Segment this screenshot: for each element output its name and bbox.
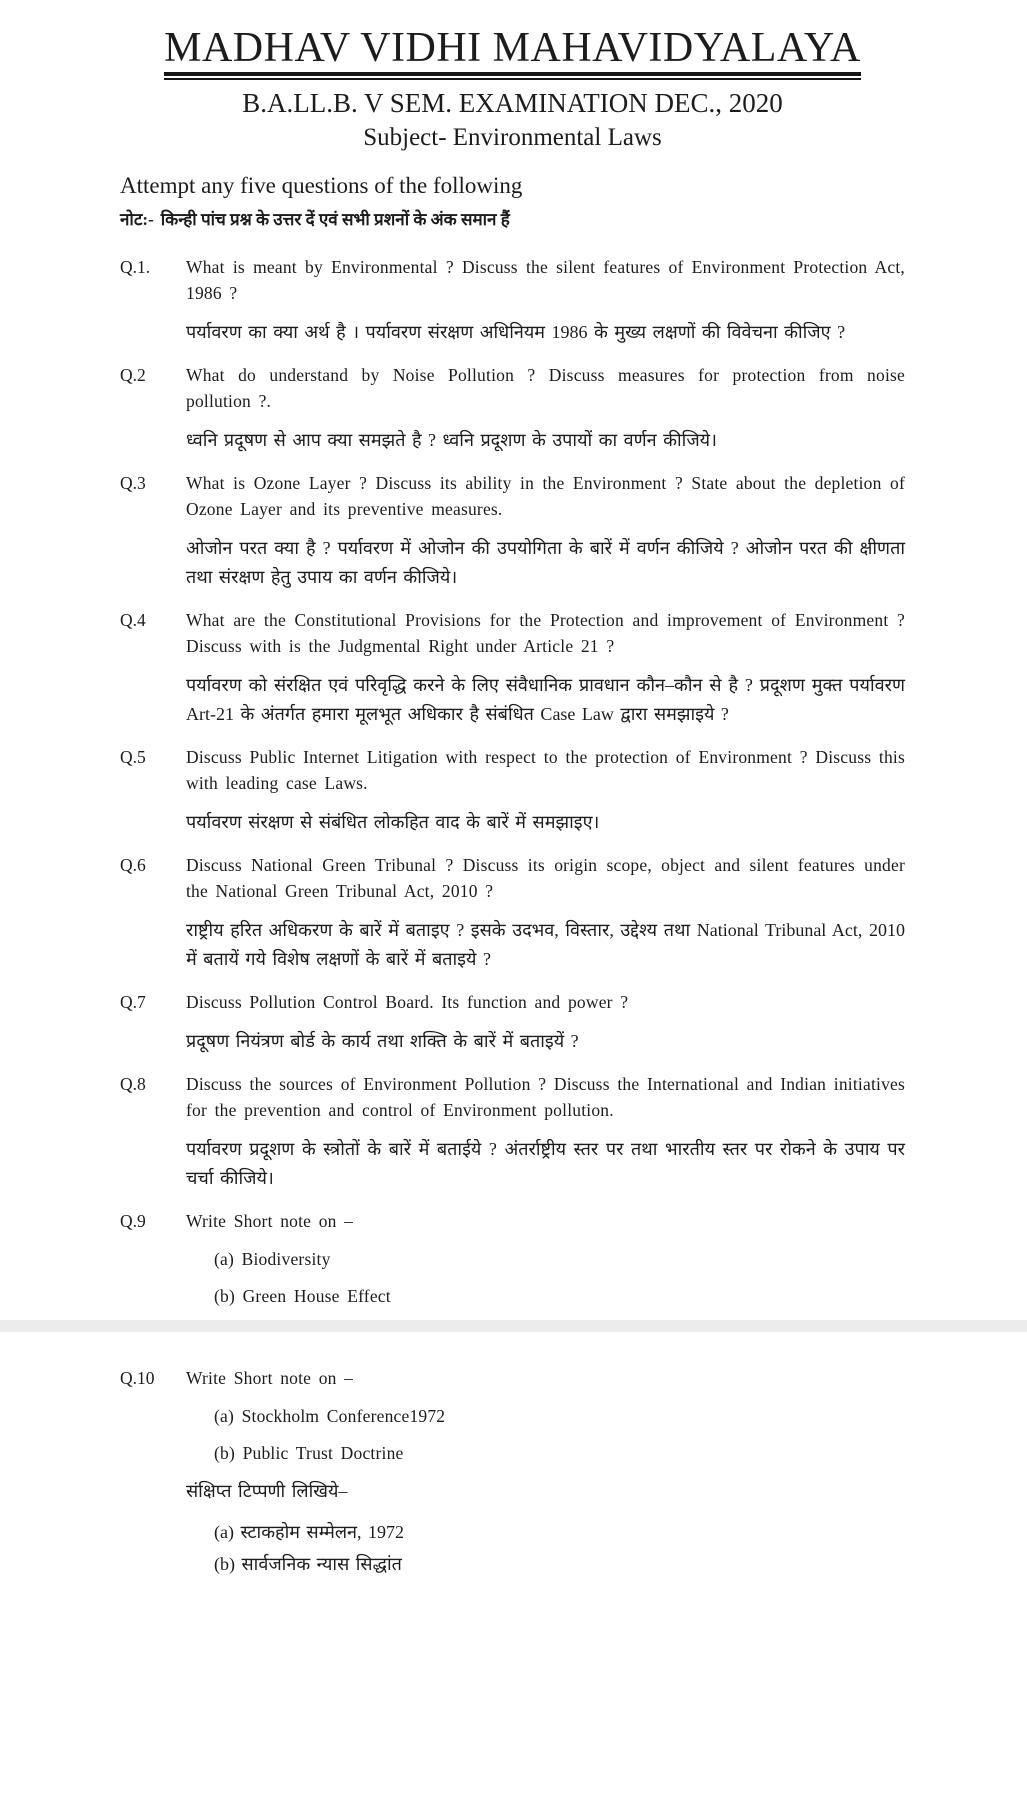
question-body bbox=[186, 744, 905, 837]
question-english: What do understand by Noise Pollution ? Discuss measures for protection from noise pollution ?. bbox=[186, 365, 905, 412]
question-body bbox=[186, 989, 905, 1056]
question-english: Discuss the sources of Environment Pollution ? Discuss the International and Indian initiatives for the prevention and control of Environment pollution. bbox=[186, 1074, 905, 1121]
question-body bbox=[186, 1365, 905, 1582]
question-3 bbox=[120, 470, 905, 592]
question-6 bbox=[120, 852, 905, 974]
question-2 bbox=[120, 362, 905, 455]
question-hindi: राष्ट्रीय हरित अधिकरण के बारें में बताइए ? इसके उदभव, विस्तार, उद्देश्य तथा National Tribunal Act, 2010 में बतायें गये विशेष लक्षणों के बारें में बताइये ? bbox=[186, 920, 905, 970]
college-title: MADHAV VIDHI MAHAVIDYALAYA bbox=[164, 26, 861, 76]
question-hindi: पर्यावरण को संरक्षित एवं परिवृद्धि करने के लिए संवैधानिक प्रावधान कौन–कौन से है ? प्रदूशण मुक्त पर्यावरण Art-21 के अंतर्गत हमारा मूलभूत अधिकार है संबंधित Case Law द्वारा समझाइये ? bbox=[186, 675, 905, 725]
question-number: Q.6 bbox=[120, 855, 146, 876]
question-4 bbox=[120, 607, 905, 729]
question-english: Write Short note on – bbox=[186, 1211, 354, 1232]
question-1 bbox=[120, 254, 905, 347]
title-double-underline bbox=[164, 26, 861, 80]
question-5 bbox=[120, 744, 905, 837]
question-number: Q.1. bbox=[120, 257, 151, 278]
question-english: What is meant by Environmental ? Discuss the silent features of Environment Protection Act, 1986 ? bbox=[186, 257, 905, 304]
note-instruction bbox=[120, 207, 905, 230]
question-hindi-item-b: (b) सार्वजनिक न्यास सिद्धांत bbox=[214, 1554, 402, 1574]
question-english-item-a: (a) Stockholm Conference1972 bbox=[214, 1406, 446, 1426]
question-hindi-item-a: (a) स्टाकहोम सम्मेलन, 1972 bbox=[214, 1522, 405, 1542]
attempt-instruction: Attempt any five questions of the following bbox=[120, 173, 523, 199]
question-hindi: संक्षिप्त टिप्पणी लिखिये– bbox=[186, 1481, 348, 1501]
question-hindi: प्रदूषण नियंत्रण बोर्ड के कार्य तथा शक्ति के बारें में बताइयें ? bbox=[186, 1031, 579, 1052]
subject-title: Subject- Environmental Laws bbox=[363, 123, 662, 151]
question-english-item-a: (a) Biodiversity bbox=[214, 1249, 331, 1270]
question-8 bbox=[120, 1071, 905, 1193]
question-english-item-b: (b) Green House Effect bbox=[214, 1286, 391, 1307]
college-title-row bbox=[120, 26, 905, 80]
question-9 bbox=[120, 1208, 905, 1320]
question-english: Discuss Public Internet Litigation with respect to the protection of Environment ? Discuss this with leading case Laws. bbox=[186, 747, 905, 794]
question-hindi: ध्वनि प्रदूषण से आप क्या समझते है ? ध्वनि प्रदूशण के उपायों का वर्णन कीजिये। bbox=[186, 430, 717, 451]
question-hindi: पर्यावरण संरक्षण से संबंधित लोकहित वाद के बारें में समझाइए। bbox=[186, 812, 600, 833]
question-english: Write Short note on – bbox=[186, 1368, 354, 1388]
question-7 bbox=[120, 989, 905, 1056]
exam-page-2 bbox=[0, 1332, 1027, 1799]
question-english-item-b: (b) Public Trust Doctrine bbox=[214, 1443, 404, 1463]
question-body bbox=[186, 607, 905, 729]
question-10 bbox=[120, 1365, 905, 1582]
question-number: Q.9 bbox=[120, 1211, 146, 1232]
question-body bbox=[186, 362, 905, 455]
question-english: What is Ozone Layer ? Discuss its ability in the Environment ? State about the depletion of Ozone Layer and its preventive measures. bbox=[186, 473, 905, 520]
note-text: किन्ही पांच प्रश्न के उत्तर दें एवं सभी प्रशनों के अंक समान हैं bbox=[160, 210, 510, 230]
question-number: Q.4 bbox=[120, 610, 146, 631]
question-english: Discuss Pollution Control Board. Its function and power ? bbox=[186, 992, 629, 1013]
question-hindi: ओजोन परत क्या है ? पर्यावरण में ओजोन की उपयोगिता के बारें में वर्णन कीजिये ? ओजोन परत की क्षीणता तथा संरक्षण हेतु उपाय का वर्णन कीजिये। bbox=[186, 538, 905, 588]
question-number: Q.7 bbox=[120, 992, 146, 1013]
question-english: Discuss National Green Tribunal ? Discuss its origin scope, object and silent features under the National Green Tribunal Act, 2010 ? bbox=[186, 855, 905, 902]
question-number: Q.2 bbox=[120, 365, 146, 386]
page-divider bbox=[0, 1320, 1027, 1332]
question-hindi: पर्यावरण का क्या अर्थ है । पर्यावरण संरक्षण अधिनियम 1986 के मुख्य लक्षणों की विवेचना कीजिए ? bbox=[186, 322, 846, 343]
question-body bbox=[186, 1071, 905, 1193]
question-number: Q.10 bbox=[120, 1368, 155, 1388]
question-number: Q.5 bbox=[120, 747, 146, 768]
question-body bbox=[186, 254, 905, 347]
question-body bbox=[186, 1208, 905, 1320]
question-number: Q.3 bbox=[120, 473, 146, 494]
question-hindi: पर्यावरण प्रदूशण के स्त्रोतों के बारें में बताईये ? अंतर्राष्ट्रीय स्तर पर तथा भारतीय स्तर पर रोकने के उपाय पर चर्चा कीजिये। bbox=[186, 1139, 905, 1189]
question-body bbox=[186, 470, 905, 592]
question-number: Q.8 bbox=[120, 1074, 146, 1095]
document-header bbox=[120, 26, 905, 151]
question-english: What are the Constitutional Provisions for the Protection and improvement of Environment ? Discuss with is the Judgmental Right under Article 21 ? bbox=[186, 610, 905, 657]
note-label: नोट:- bbox=[120, 210, 154, 230]
question-body bbox=[186, 852, 905, 974]
exam-title: B.A.LL.B. V SEM. EXAMINATION DEC., 2020 bbox=[242, 88, 783, 119]
